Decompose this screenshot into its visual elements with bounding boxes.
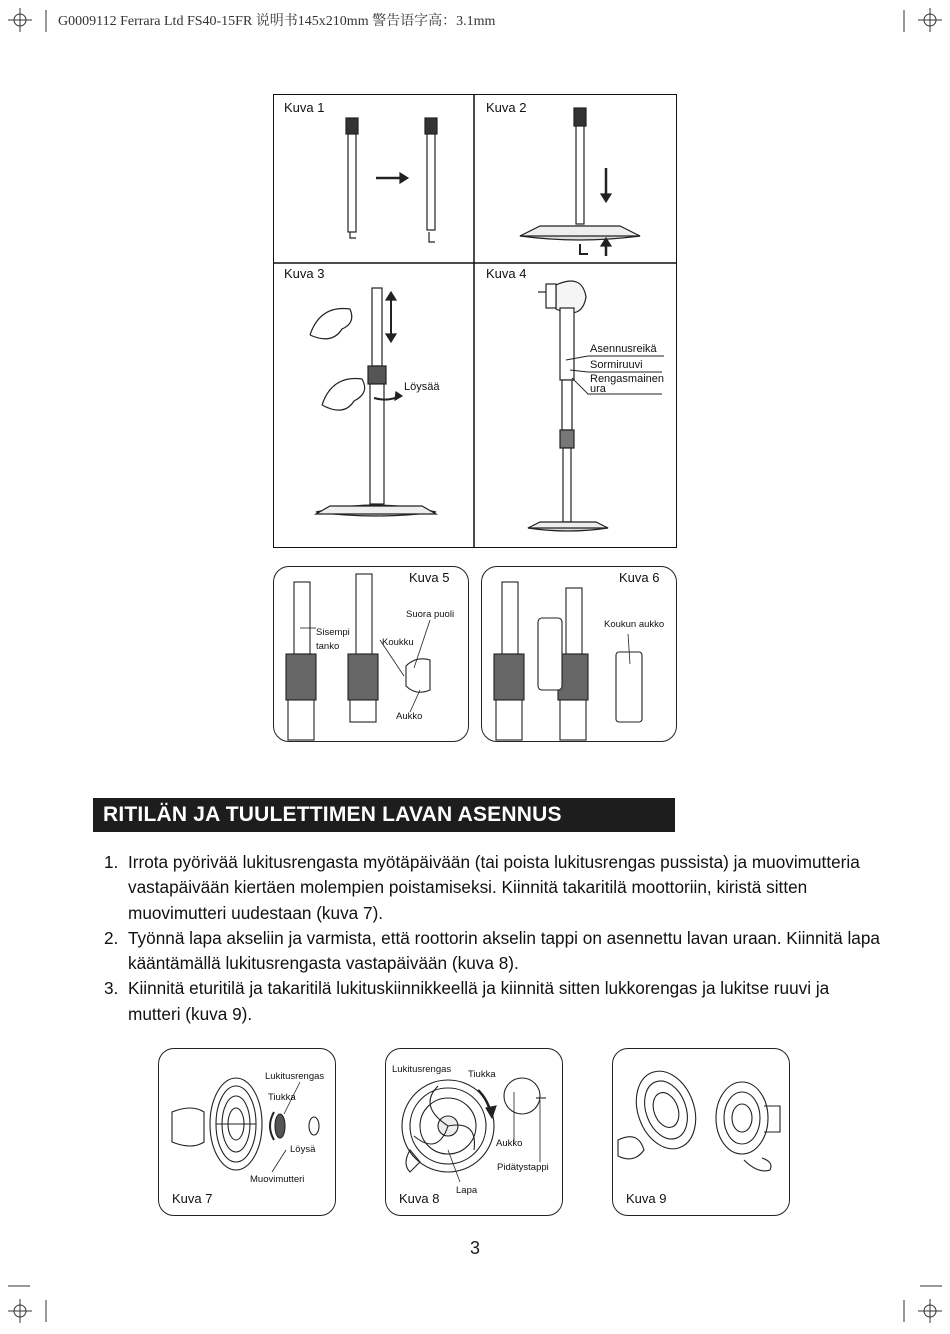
- aukko8-callout: Aukko: [496, 1138, 523, 1149]
- section-title: RITILÄN JA TUULETTIMEN LAVAN ASENNUS: [93, 798, 675, 832]
- step-number: 3.: [104, 978, 119, 999]
- step-number: 2.: [104, 927, 119, 948]
- suora-puoli-callout: Suora puoli: [406, 609, 455, 620]
- sisempi-callout: Sisempi: [316, 627, 350, 638]
- koukku-callout: Koukku: [382, 637, 414, 648]
- print-header: G0009112 Ferrara Ltd FS40-15FR 说明书145x210mm 警告语字高：3.1mm: [58, 14, 496, 29]
- lapa-callout: Lapa: [456, 1185, 478, 1196]
- ura-callout: ura: [590, 383, 606, 395]
- lukitusrengas8-callout: Lukitusrengas: [392, 1064, 452, 1075]
- page-number: 3: [469, 1238, 480, 1258]
- kuva2-label: Kuva 2: [486, 100, 527, 115]
- sormiruuvi-callout: Sormiruuvi: [590, 359, 643, 371]
- kuva6-label: Kuva 6: [619, 570, 660, 585]
- kuva9-label: Kuva 9: [626, 1191, 667, 1206]
- step-text: Kiinnitä eturitilä ja takaritilä lukituskiinnikkeellä ja kiinnitä sitten lukkorengas ja lukitse ruuvi ja mutteri (kuva 9).: [128, 978, 830, 1024]
- kuva3-label: Kuva 3: [284, 266, 325, 281]
- loysaa-callout: Löysää: [404, 381, 440, 393]
- tiukka7-callout: Tiukka: [268, 1092, 296, 1103]
- koukun-aukko-callout: Koukun aukko: [604, 619, 665, 630]
- pidatystappi-callout: Pidätystappi: [497, 1162, 549, 1173]
- step-text: Työnnä lapa akseliin ja varmista, että roottorin akselin tappi on asennettu lavan uraan. Kiinnitä lapa kääntämällä lukitusrengasta vastapäivään (kuva 8).: [128, 927, 880, 974]
- tanko-callout: tanko: [316, 641, 340, 652]
- kuva4-label: Kuva 4: [486, 266, 527, 281]
- kuva1-label: Kuva 1: [284, 100, 325, 115]
- aukko5-callout: Aukko: [396, 711, 423, 722]
- kuva5-label: Kuva 5: [409, 570, 450, 585]
- rengasmainen-callout: Rengasmainen: [590, 373, 664, 385]
- lukitusrengas7-callout: Lukitusrengas: [265, 1071, 325, 1082]
- muovimutteri-callout: Muovimutteri: [250, 1174, 305, 1185]
- step-number: 1.: [104, 852, 119, 872]
- kuva7-label: Kuva 7: [172, 1191, 213, 1206]
- asennusreika-callout: Asennusreikä: [590, 343, 657, 355]
- kuva8-label: Kuva 8: [399, 1191, 440, 1206]
- tiukka8-callout: Tiukka: [468, 1069, 496, 1080]
- loysa7-callout: Löysä: [290, 1144, 316, 1155]
- step-text: Irrota pyörivää lukitusrengasta myötäpäivään (tai poista lukitusrengas pussista) ja muovimutteria vastapäivään kiertäen molempien poistamiseksi. Kiinnitä takaritilä moottoriin, kiristä sitten muovimutteri uudestaan (kuva 7).: [128, 852, 860, 923]
